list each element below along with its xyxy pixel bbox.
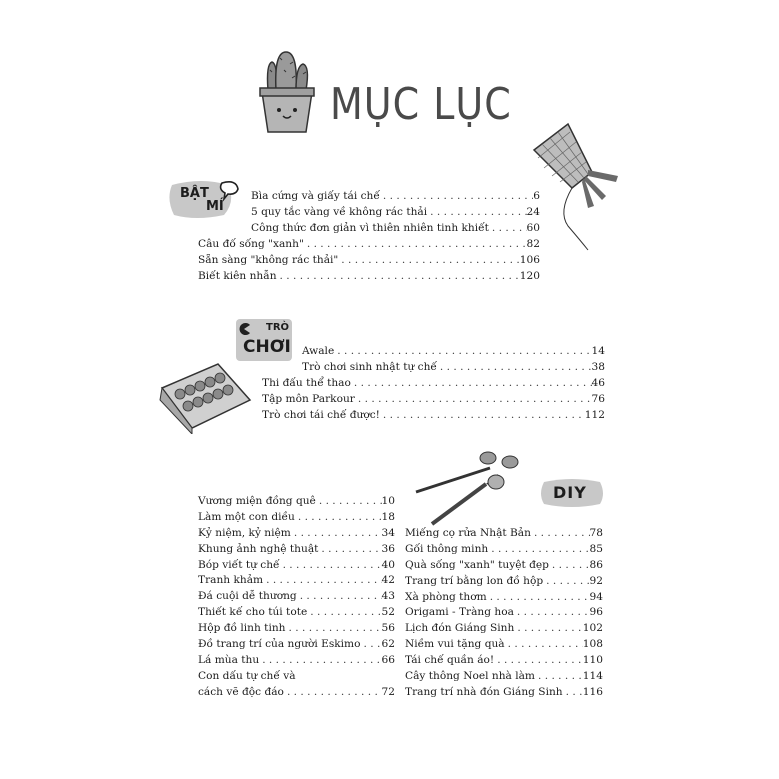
toc-entry-title: Sẵn sàng "không rác thải" xyxy=(198,253,339,266)
toc-entry-page: 43 xyxy=(381,590,395,603)
toc-entry-title: Xà phòng thơm xyxy=(405,590,487,603)
toc-entry-continued xyxy=(198,685,395,701)
kite-illustration xyxy=(528,122,624,252)
toc-entry xyxy=(405,574,603,590)
toc-leader-dots xyxy=(284,685,382,701)
toc-leader-dots xyxy=(307,605,381,621)
diy-right-list xyxy=(405,526,603,701)
toc-entry-title: Kỷ niệm, kỷ niệm xyxy=(198,526,291,539)
toc-leader-dots xyxy=(297,589,382,605)
bat-mi-badge-label-mi: MÍ xyxy=(206,199,224,214)
toc-entry xyxy=(251,221,540,237)
toc-leader-dots xyxy=(563,685,583,701)
toc-entry-page: 86 xyxy=(589,558,603,571)
toc-leader-dots xyxy=(280,558,382,574)
toc-entry xyxy=(198,605,395,621)
cactus-pot-illustration xyxy=(256,50,318,136)
toc-entry-page: 66 xyxy=(381,653,395,666)
tro-choi-indented-list xyxy=(302,344,605,376)
toc-entry-page: 92 xyxy=(589,574,603,587)
toc-leader-dots xyxy=(514,605,590,621)
toc-entry xyxy=(302,344,605,360)
toc-entry xyxy=(405,590,603,606)
toc-entry-page: 40 xyxy=(381,558,395,571)
toc-entry-title: Gối thông minh xyxy=(405,542,489,555)
egg-tray-illustration xyxy=(158,362,254,434)
toc-entry-title: Con dấu tự chế và xyxy=(198,669,296,682)
toc-entry xyxy=(198,542,395,558)
toc-entry-page: 36 xyxy=(381,542,395,555)
toc-entry-page: 34 xyxy=(381,526,395,539)
toc-leader-dots xyxy=(488,542,589,558)
tro-choi-badge-label-tro: TRÒ xyxy=(266,322,290,333)
toc-entry xyxy=(405,558,603,574)
paintbrushes-illustration xyxy=(412,448,522,528)
toc-entry xyxy=(198,237,540,253)
toc-entry xyxy=(198,558,395,574)
toc-entry-title: Origami - Tràng hoa xyxy=(405,606,514,619)
toc-entry xyxy=(198,253,540,269)
toc-entry-title: Khung ảnh nghệ thuật xyxy=(198,542,319,555)
toc-leader-dots xyxy=(380,408,585,424)
toc-entry-page: 14 xyxy=(591,344,605,357)
toc-leader-dots xyxy=(291,526,382,542)
toc-entry xyxy=(405,653,603,669)
tro-choi-badge-label-choi: CHƠI xyxy=(243,337,291,357)
toc-entry-title: Trang trí nhà đón Giáng Sinh xyxy=(405,685,563,698)
toc-entry-page: 56 xyxy=(381,622,395,635)
toc-entry-title: cách vẽ độc đáo xyxy=(198,685,284,698)
bat-mi-badge-label-bat: BẬT xyxy=(180,186,209,201)
diy-left-list xyxy=(198,494,395,701)
toc-entry-page: 114 xyxy=(582,670,603,682)
toc-entry-title: Bóp viết tự chế xyxy=(198,558,280,571)
bat-mi-indented-list xyxy=(251,189,540,237)
toc-entry xyxy=(198,494,395,510)
diy-badge-label: DIY xyxy=(553,483,587,502)
toc-entry-title: Bìa cứng và giấy tái chế xyxy=(251,189,380,202)
toc-leader-dots xyxy=(531,526,590,542)
toc-entry-page: 76 xyxy=(591,392,605,405)
toc-entry-title: Trò chơi tái chế được! xyxy=(262,408,380,421)
toc-entry-title: Đá cuội dễ thương xyxy=(198,590,297,603)
bat-mi-main-list xyxy=(198,237,540,285)
toc-entry-title: Lá mùa thu xyxy=(198,653,260,666)
toc-leader-dots xyxy=(259,653,381,669)
toc-entry-title: Tập môn Parkour xyxy=(262,392,355,405)
toc-entry-page: 24 xyxy=(526,205,540,218)
toc-leader-dots xyxy=(489,221,527,237)
toc-entry-title: Niềm vui tặng quà xyxy=(405,638,505,651)
toc-entry-title: Lịch đón Giáng Sinh xyxy=(405,622,515,635)
toc-leader-dots xyxy=(514,621,582,637)
toc-leader-dots xyxy=(380,189,533,205)
toc-leader-dots xyxy=(427,205,526,221)
toc-entry xyxy=(198,573,395,589)
toc-entry xyxy=(198,637,395,653)
toc-entry-page: 10 xyxy=(381,494,395,507)
toc-entry-title: Vương miện đồng quê xyxy=(198,494,316,507)
toc-entry-page: 108 xyxy=(582,638,603,651)
toc-entry xyxy=(405,526,603,542)
toc-entry xyxy=(405,542,603,558)
toc-entry-page: 78 xyxy=(589,526,603,539)
toc-entry-page: 112 xyxy=(584,408,605,421)
toc-leader-dots xyxy=(355,392,592,408)
page-title: MỤC LỤC xyxy=(330,78,512,130)
toc-entry xyxy=(198,269,540,285)
toc-entry-page: 6 xyxy=(533,189,540,202)
toc-entry-title: Trang trí bằng lon đồ hộp xyxy=(405,574,544,587)
tro-choi-main-list xyxy=(262,376,605,424)
toc-entry xyxy=(262,376,605,392)
toc-leader-dots xyxy=(351,376,592,392)
toc-leader-dots xyxy=(361,637,382,653)
toc-entry-page: 106 xyxy=(519,253,540,266)
toc-entry-title: Công thức đơn giản vì thiên nhiên tinh khiết xyxy=(251,221,489,234)
toc-entry-page: 110 xyxy=(582,654,603,667)
toc-leader-dots xyxy=(535,669,583,685)
toc-entry xyxy=(405,669,603,685)
toc-leader-dots xyxy=(318,542,381,558)
toc-entry-page: 94 xyxy=(589,590,603,603)
toc-entry xyxy=(405,637,603,653)
toc-entry-page: 52 xyxy=(381,606,395,619)
toc-leader-dots xyxy=(487,590,590,606)
toc-entry xyxy=(405,621,603,637)
toc-entry xyxy=(405,605,603,621)
toc-leader-dots xyxy=(505,637,583,653)
toc-entry-title: Tranh khảm xyxy=(198,574,264,587)
toc-entry-title: 5 quy tắc vàng về không rác thải xyxy=(251,205,428,218)
toc-entry-page: 18 xyxy=(381,510,395,523)
toc-entry-page: 62 xyxy=(381,638,395,650)
toc-entry-page: 46 xyxy=(591,376,605,389)
toc-entry xyxy=(198,669,395,685)
toc-leader-dots xyxy=(334,344,591,360)
toc-entry-title: Câu đố sống "xanh" xyxy=(198,237,304,250)
toc-entry xyxy=(262,392,605,408)
toc-leader-dots xyxy=(263,573,381,589)
toc-entry-page: 85 xyxy=(589,542,603,555)
toc-entry xyxy=(198,510,395,526)
toc-entry-title: Thiết kế cho túi tote xyxy=(198,606,308,619)
toc-entry xyxy=(405,685,603,701)
toc-entry-page: 102 xyxy=(582,622,603,635)
toc-entry-title: Biết kiên nhẫn xyxy=(198,269,277,282)
toc-entry-page: 82 xyxy=(526,237,540,250)
toc-entry-title: Quà sống "xanh" tuyệt đẹp xyxy=(405,558,549,571)
toc-leader-dots xyxy=(549,558,590,574)
toc-entry-title: Đồ trang trí của người Eskimo xyxy=(198,638,361,650)
toc-entry-title: Miếng cọ rửa Nhật Bản xyxy=(405,526,531,539)
toc-entry-page: 72 xyxy=(381,685,395,698)
toc-entry xyxy=(198,653,395,669)
toc-entry xyxy=(198,526,395,542)
toc-entry-page: 42 xyxy=(381,574,395,587)
toc-entry-title: Làm một con diều xyxy=(198,510,295,523)
toc-leader-dots xyxy=(494,653,583,669)
toc-entry-page: 116 xyxy=(582,685,603,698)
toc-leader-dots xyxy=(304,237,527,253)
toc-entry-title: Thi đấu thể thao xyxy=(262,376,351,389)
toc-entry xyxy=(262,408,605,424)
toc-entry-page: 120 xyxy=(519,269,540,282)
toc-leader-dots xyxy=(437,360,592,376)
toc-leader-dots xyxy=(277,269,520,285)
toc-entry xyxy=(198,621,395,637)
toc-leader-dots xyxy=(543,574,589,590)
toc-entry-page: 38 xyxy=(591,360,605,373)
toc-entry-title: Awale xyxy=(302,344,335,357)
toc-entry xyxy=(198,589,395,605)
toc-entry-title: Cây thông Noel nhà làm xyxy=(405,670,535,682)
toc-entry xyxy=(251,189,540,205)
toc-leader-dots xyxy=(316,494,382,510)
toc-entry-page: 96 xyxy=(589,606,603,619)
toc-leader-dots xyxy=(338,253,519,269)
toc-entry-page: 60 xyxy=(526,221,540,234)
toc-entry-title: Tái chế quần áo! xyxy=(405,654,495,667)
toc-entry-title: Hộp đồ linh tinh xyxy=(198,622,286,635)
toc-leader-dots xyxy=(285,621,381,637)
toc-entry xyxy=(302,360,605,376)
toc-entry xyxy=(251,205,540,221)
toc-entry-title: Trò chơi sinh nhật tự chế xyxy=(302,360,437,373)
toc-leader-dots xyxy=(295,510,382,526)
